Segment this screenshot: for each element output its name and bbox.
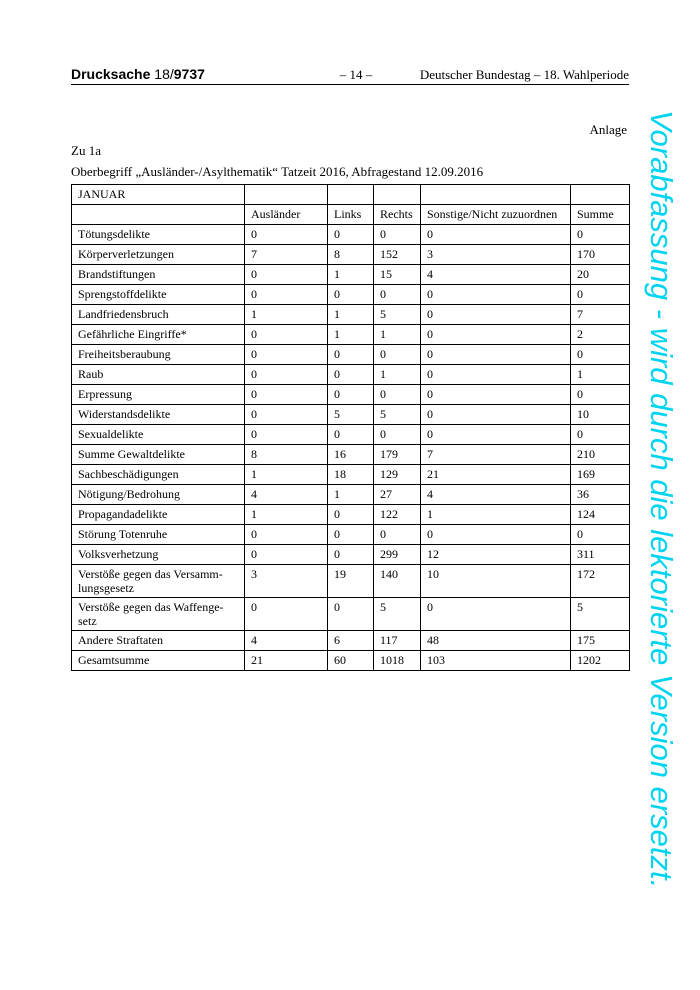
- month-empty-cell: [374, 185, 421, 205]
- statistics-table: [71, 184, 630, 671]
- value-cell: 0: [328, 365, 374, 385]
- row-label-cell: Freiheitsberaubung: [72, 345, 245, 365]
- value-cell: 48: [421, 631, 571, 651]
- table-row: [72, 545, 630, 565]
- draft-watermark: [641, 110, 681, 910]
- month-empty-cell: [571, 185, 630, 205]
- row-label-cell: Gefährliche Eingriffe*: [72, 325, 245, 345]
- value-cell: 0: [374, 225, 421, 245]
- value-cell: 1: [328, 485, 374, 505]
- table-row: [72, 631, 630, 651]
- value-cell: 5: [374, 405, 421, 425]
- value-cell: 16: [328, 445, 374, 465]
- table-row: [72, 325, 630, 345]
- value-cell: 8: [245, 445, 328, 465]
- value-cell: 0: [421, 405, 571, 425]
- column-header: Summe: [571, 205, 630, 225]
- value-cell: 179: [374, 445, 421, 465]
- row-label-cell: Sachbeschädigungen: [72, 465, 245, 485]
- value-cell: 1: [421, 505, 571, 525]
- value-cell: 0: [245, 425, 328, 445]
- table-row: [72, 598, 630, 631]
- row-label-cell: Störung Totenruhe: [72, 525, 245, 545]
- row-label-cell: Verstöße gegen das Versamm- lungsgesetz: [72, 565, 245, 598]
- drucksache-number-prefix: 18/: [154, 66, 174, 82]
- row-label-cell: Verstöße gegen das Waffenge- setz: [72, 598, 245, 631]
- month-row: [72, 185, 630, 205]
- value-cell: 103: [421, 651, 571, 671]
- value-cell: 0: [374, 525, 421, 545]
- value-cell: 1: [328, 265, 374, 285]
- month-empty-cell: [245, 185, 328, 205]
- table-row: [72, 485, 630, 505]
- row-label-cell: Brandstiftungen: [72, 265, 245, 285]
- value-cell: 0: [421, 345, 571, 365]
- value-cell: 0: [245, 545, 328, 565]
- table-body: [72, 185, 630, 671]
- row-label-cell: Sexualdelikte: [72, 425, 245, 445]
- column-header: Ausländer: [245, 205, 328, 225]
- value-cell: 0: [374, 345, 421, 365]
- value-cell: 129: [374, 465, 421, 485]
- row-label-cell: Volksverhetzung: [72, 545, 245, 565]
- table-caption: Oberbegriff „Ausländer-/Asylthematik“ Tatzeit 2016, Abfragestand 12.09.2016: [71, 164, 484, 179]
- value-cell: 122: [374, 505, 421, 525]
- value-cell: 5: [374, 305, 421, 325]
- anlage-label: Anlage: [589, 122, 627, 137]
- page-header: [71, 64, 629, 85]
- value-cell: 0: [245, 598, 328, 631]
- row-label-cell: Gesamtsumme: [72, 651, 245, 671]
- value-cell: 117: [374, 631, 421, 651]
- table-row: [72, 505, 630, 525]
- value-cell: 4: [245, 485, 328, 505]
- value-cell: 311: [571, 545, 630, 565]
- table-row: [72, 651, 630, 671]
- value-cell: 5: [328, 405, 374, 425]
- table-row: [72, 345, 630, 365]
- column-header: Sonstige/Nicht zuzuordnen: [421, 205, 571, 225]
- value-cell: 0: [245, 285, 328, 305]
- watermark-text: Vorabfassung - wird durch die lektorierte Version ersetzt.: [644, 110, 679, 889]
- row-label-cell: Propagandadelikte: [72, 505, 245, 525]
- table-row: [72, 285, 630, 305]
- value-cell: 0: [328, 545, 374, 565]
- value-cell: 0: [245, 225, 328, 245]
- value-cell: 169: [571, 465, 630, 485]
- value-cell: 5: [571, 598, 630, 631]
- table-row: [72, 385, 630, 405]
- value-cell: 4: [421, 485, 571, 505]
- value-cell: 0: [328, 225, 374, 245]
- value-cell: 1: [245, 465, 328, 485]
- value-cell: 172: [571, 565, 630, 598]
- table-row: [72, 245, 630, 265]
- table-row: [72, 565, 630, 598]
- value-cell: 0: [328, 525, 374, 545]
- value-cell: 7: [245, 245, 328, 265]
- value-cell: 0: [421, 225, 571, 245]
- value-cell: 1: [571, 365, 630, 385]
- value-cell: 0: [328, 385, 374, 405]
- month-empty-cell: [328, 185, 374, 205]
- drucksache-label: Drucksache: [71, 66, 151, 82]
- table-row: [72, 265, 630, 285]
- table-row: [72, 525, 630, 545]
- value-cell: 1202: [571, 651, 630, 671]
- value-cell: 299: [374, 545, 421, 565]
- table-row: [72, 425, 630, 445]
- value-cell: 152: [374, 245, 421, 265]
- row-label-cell: Erpressung: [72, 385, 245, 405]
- table-row: [72, 465, 630, 485]
- column-header: Rechts: [374, 205, 421, 225]
- column-header: [72, 205, 245, 225]
- month-empty-cell: [421, 185, 571, 205]
- value-cell: 0: [421, 285, 571, 305]
- row-label-cell: Sprengstoffdelikte: [72, 285, 245, 305]
- value-cell: 1: [245, 305, 328, 325]
- value-cell: 0: [245, 405, 328, 425]
- value-cell: 15: [374, 265, 421, 285]
- value-cell: 0: [245, 385, 328, 405]
- value-cell: 6: [328, 631, 374, 651]
- value-cell: 1: [328, 325, 374, 345]
- value-cell: 0: [245, 325, 328, 345]
- row-label-cell: Widerstandsdelikte: [72, 405, 245, 425]
- value-cell: 0: [571, 345, 630, 365]
- value-cell: 0: [245, 265, 328, 285]
- row-label-cell: Landfriedensbruch: [72, 305, 245, 325]
- value-cell: 10: [571, 405, 630, 425]
- value-cell: 21: [245, 651, 328, 671]
- value-cell: 12: [421, 545, 571, 565]
- value-cell: 0: [421, 325, 571, 345]
- table-row: [72, 365, 630, 385]
- institution-name: Deutscher Bundestag – 18. Wahlperiode: [419, 67, 629, 82]
- row-label-cell: Summe Gewaltdelikte: [72, 445, 245, 465]
- value-cell: 0: [374, 385, 421, 405]
- value-cell: 0: [245, 345, 328, 365]
- value-cell: 0: [374, 425, 421, 445]
- row-label-cell: Körperverletzungen: [72, 245, 245, 265]
- value-cell: 0: [571, 385, 630, 405]
- header-row: [72, 205, 630, 225]
- row-label-cell: Tötungsdelikte: [72, 225, 245, 245]
- column-header: Links: [328, 205, 374, 225]
- table-row: [72, 445, 630, 465]
- value-cell: 1: [328, 305, 374, 325]
- value-cell: 140: [374, 565, 421, 598]
- value-cell: 18: [328, 465, 374, 485]
- row-label-cell: Nötigung/Bedrohung: [72, 485, 245, 505]
- value-cell: 170: [571, 245, 630, 265]
- value-cell: 5: [374, 598, 421, 631]
- value-cell: 36: [571, 485, 630, 505]
- value-cell: 0: [245, 365, 328, 385]
- value-cell: 0: [245, 525, 328, 545]
- page-number: – 14 –: [339, 67, 373, 82]
- value-cell: 0: [421, 598, 571, 631]
- value-cell: 0: [571, 425, 630, 445]
- drucksache-number: 9737: [173, 66, 205, 82]
- value-cell: 21: [421, 465, 571, 485]
- value-cell: 0: [328, 425, 374, 445]
- value-cell: 0: [328, 505, 374, 525]
- value-cell: 0: [571, 225, 630, 245]
- value-cell: 1: [374, 325, 421, 345]
- row-label-cell: Andere Straftaten: [72, 631, 245, 651]
- row-label-cell: Raub: [72, 365, 245, 385]
- value-cell: 2: [571, 325, 630, 345]
- value-cell: 0: [328, 345, 374, 365]
- value-cell: 0: [328, 598, 374, 631]
- value-cell: 175: [571, 631, 630, 651]
- value-cell: 0: [421, 525, 571, 545]
- value-cell: 124: [571, 505, 630, 525]
- value-cell: 1: [245, 505, 328, 525]
- value-cell: 0: [421, 305, 571, 325]
- value-cell: 60: [328, 651, 374, 671]
- value-cell: 7: [421, 445, 571, 465]
- value-cell: 1018: [374, 651, 421, 671]
- value-cell: 0: [571, 285, 630, 305]
- value-cell: 19: [328, 565, 374, 598]
- month-cell: JANUAR: [72, 185, 245, 205]
- value-cell: 7: [571, 305, 630, 325]
- value-cell: 0: [571, 525, 630, 545]
- value-cell: 3: [245, 565, 328, 598]
- value-cell: 0: [421, 365, 571, 385]
- value-cell: 0: [328, 285, 374, 305]
- table-row: [72, 305, 630, 325]
- section-reference: Zu 1a: [71, 143, 101, 158]
- table-row: [72, 225, 630, 245]
- value-cell: 20: [571, 265, 630, 285]
- value-cell: 4: [421, 265, 571, 285]
- table-row: [72, 405, 630, 425]
- value-cell: 1: [374, 365, 421, 385]
- value-cell: 0: [421, 385, 571, 405]
- value-cell: 27: [374, 485, 421, 505]
- value-cell: 10: [421, 565, 571, 598]
- value-cell: 210: [571, 445, 630, 465]
- value-cell: 8: [328, 245, 374, 265]
- drucksache-reference: [71, 66, 205, 82]
- value-cell: 4: [245, 631, 328, 651]
- value-cell: 3: [421, 245, 571, 265]
- value-cell: 0: [374, 285, 421, 305]
- value-cell: 0: [421, 425, 571, 445]
